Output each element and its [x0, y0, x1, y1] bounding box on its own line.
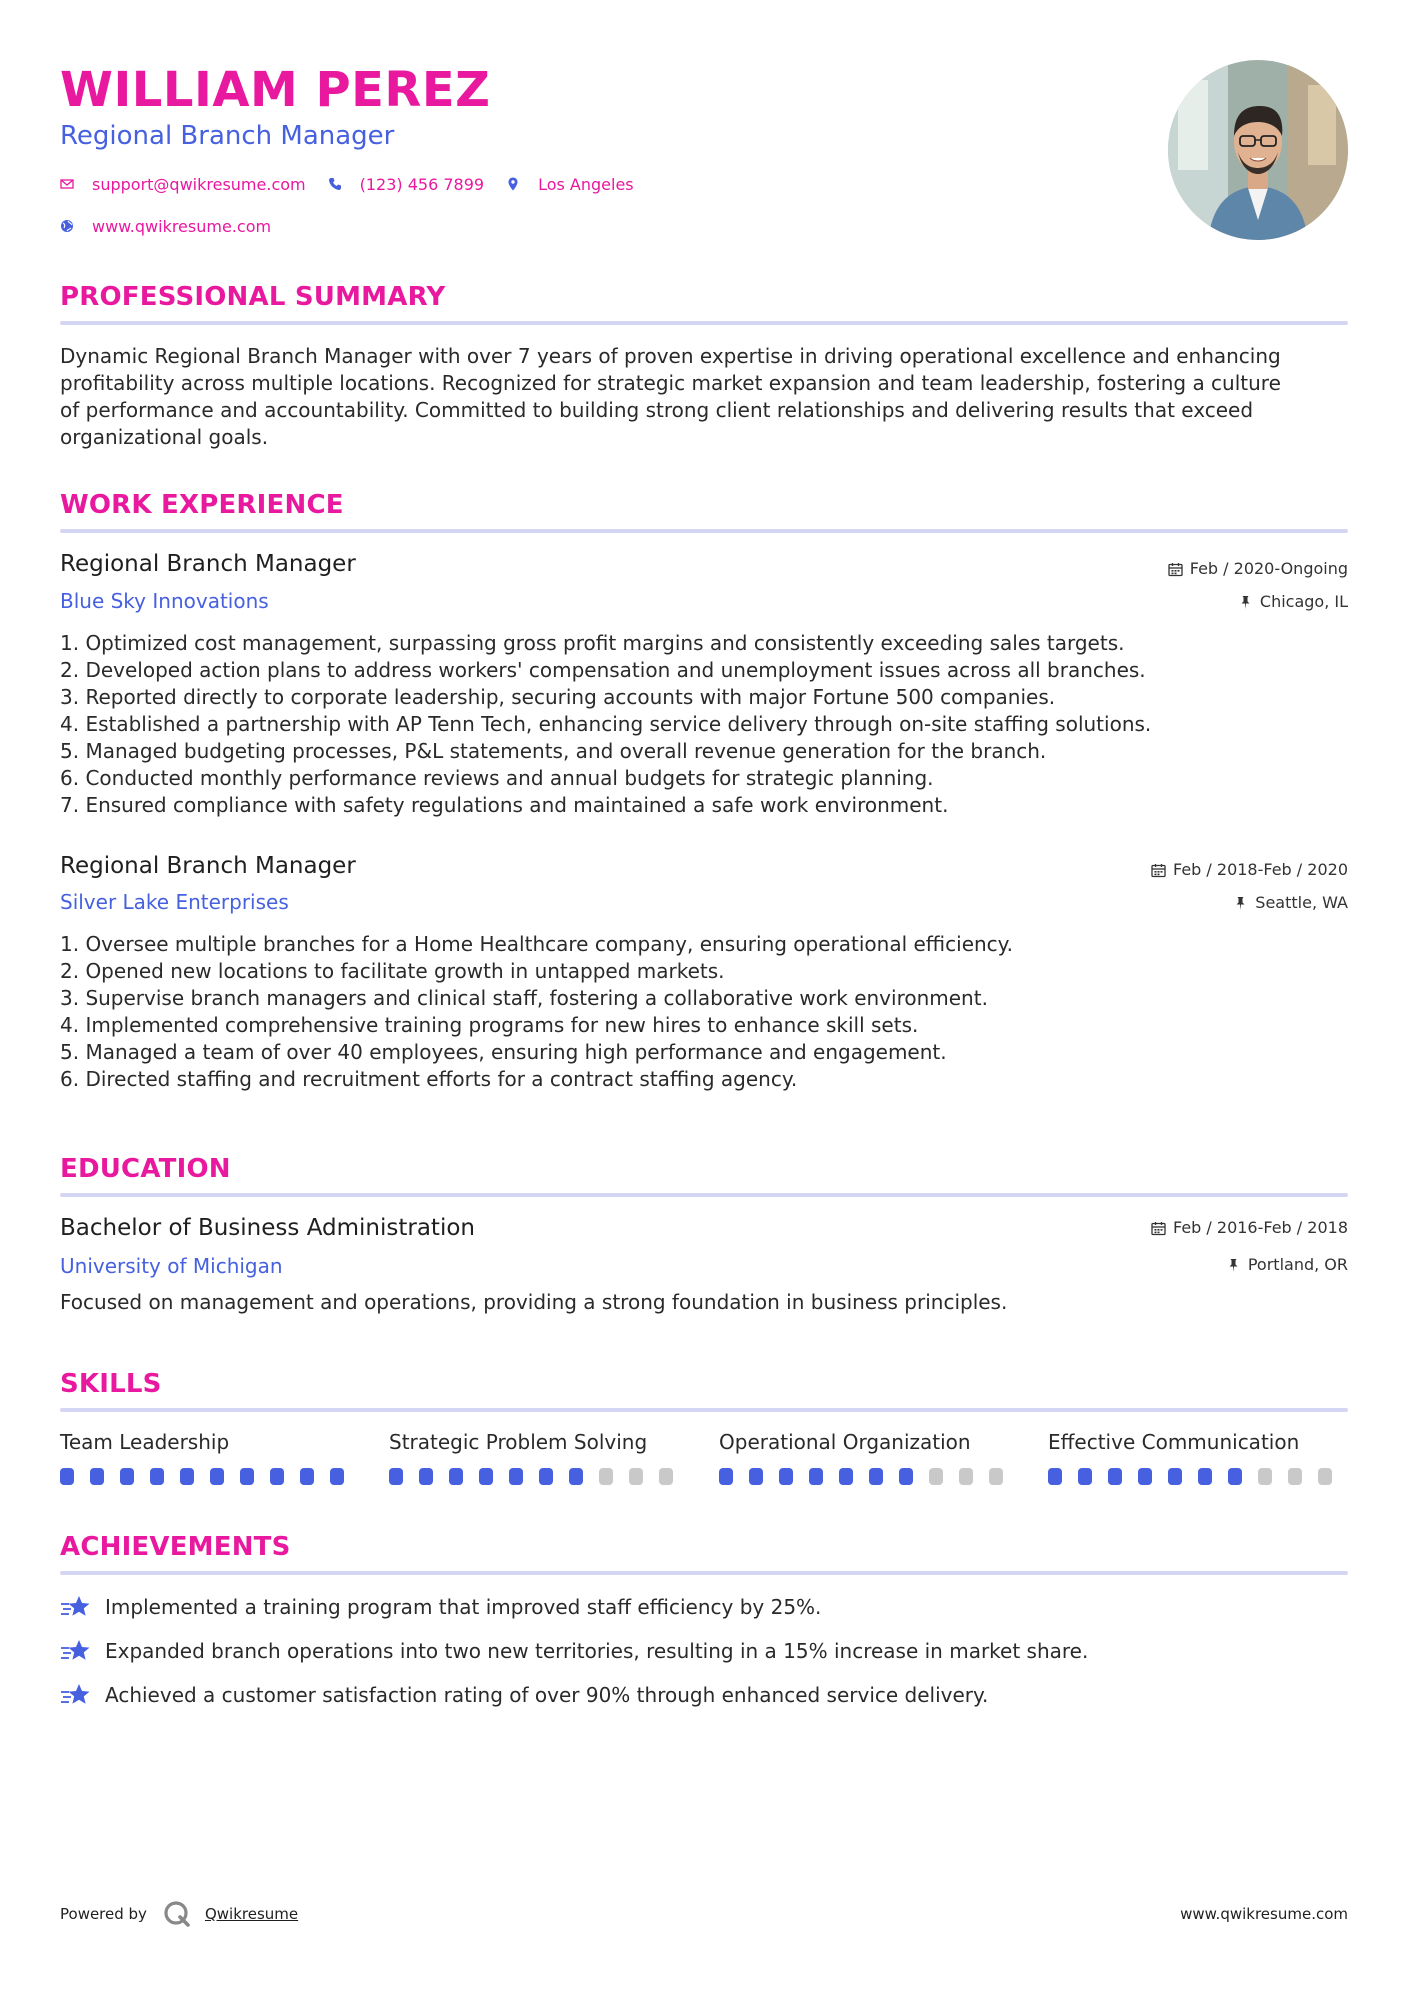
website-text: www.qwikresume.com: [92, 216, 272, 236]
section-title-education: EDUCATION: [60, 1154, 231, 1184]
job-location-text: Chicago, IL: [1259, 592, 1348, 611]
skill-dot-filled: [1048, 1468, 1062, 1485]
skill-item: [60, 1428, 360, 1485]
job-title: Regional Branch Manager: [60, 853, 356, 879]
education-dates: [1151, 1217, 1348, 1239]
section-divider: [60, 1571, 1348, 1575]
skill-dot-filled: [389, 1468, 403, 1485]
candidate-name: WILLIAM PEREZ: [60, 62, 491, 118]
summary-line: of performance and accountability. Committed to building strong client relationships and delivering results that exceed: [60, 398, 1254, 422]
skill-dot-empty: [1288, 1468, 1302, 1485]
summary-line: organizational goals.: [60, 425, 269, 449]
contact-email[interactable]: [60, 175, 306, 194]
job-company: Silver Lake Enterprises: [60, 890, 289, 914]
section-title-skills: SKILLS: [60, 1369, 162, 1399]
job-dates-text: Feb / 2018-Feb / 2020: [1173, 860, 1348, 879]
list-item: 3. Reported directly to corporate leadership, securing accounts with major Fortune 500 companies.: [60, 685, 1056, 709]
powered-by-label: Powered by: [60, 1905, 147, 1923]
location-text: Los Angeles: [538, 174, 634, 194]
education-location: [1226, 1254, 1348, 1276]
star-icon: [60, 1681, 92, 1709]
calendar-icon: [1168, 562, 1190, 577]
profile-photo: [1168, 60, 1348, 240]
skill-item: [389, 1428, 689, 1485]
skill-dot-empty: [929, 1468, 943, 1485]
skill-name: Team Leadership: [60, 1430, 230, 1454]
skill-rating: [1048, 1468, 1348, 1485]
job-location: [1238, 591, 1348, 613]
section-divider: [60, 1193, 1348, 1197]
phone-text: (123) 456 7899: [359, 174, 485, 194]
job-company: Blue Sky Innovations: [60, 589, 269, 613]
achievement-item: [60, 1637, 1088, 1665]
list-item: 1. Optimized cost management, surpassing gross profit margins and consistently exceeding sales targets.: [60, 631, 1125, 655]
skill-dot-filled: [120, 1468, 134, 1485]
skill-dot-filled: [150, 1468, 164, 1485]
skill-dot-filled: [869, 1468, 883, 1485]
degree-title: Bachelor of Business Administration: [60, 1215, 475, 1241]
contact-website[interactable]: [60, 217, 271, 236]
skill-rating: [389, 1468, 689, 1485]
section-divider: [60, 1408, 1348, 1412]
skill-item: [1048, 1428, 1348, 1485]
skill-dot-filled: [330, 1468, 344, 1485]
qwikresume-logo-icon: [163, 1900, 191, 1928]
star-icon: [60, 1637, 92, 1665]
calendar-icon: [1151, 1221, 1173, 1236]
calendar-icon: [1151, 863, 1173, 878]
contact-info: [60, 172, 656, 256]
qwikresume-link[interactable]: Qwikresume: [204, 1905, 299, 1923]
skill-dot-filled: [539, 1468, 553, 1485]
list-item: 7. Ensured compliance with safety regulations and maintained a safe work environment.: [60, 793, 949, 817]
skill-name: Operational Organization: [719, 1430, 971, 1454]
job-dates: [1151, 859, 1348, 881]
skill-dot-filled: [270, 1468, 284, 1485]
list-item: 2. Developed action plans to address workers' compensation and unemployment issues across all branches.: [60, 658, 1146, 682]
section-divider: [60, 321, 1348, 325]
contact-location: [506, 175, 634, 194]
skill-dot-filled: [1168, 1468, 1182, 1485]
skill-dot-filled: [90, 1468, 104, 1485]
skill-dot-filled: [449, 1468, 463, 1485]
skill-dot-filled: [300, 1468, 314, 1485]
footer-powered-by: [60, 1900, 298, 1928]
skill-dot-filled: [1138, 1468, 1152, 1485]
pushpin-icon: [1238, 595, 1260, 610]
job-location-text: Seattle, WA: [1255, 893, 1348, 912]
skill-dot-empty: [1258, 1468, 1272, 1485]
contact-phone[interactable]: [328, 175, 484, 194]
footer-website-link[interactable]: www.qwikresume.com: [1180, 1905, 1348, 1923]
section-title-achievements: ACHIEVEMENTS: [60, 1532, 291, 1562]
skill-dot-filled: [1078, 1468, 1092, 1485]
map-pin-icon: [506, 177, 520, 191]
skill-dot-empty: [629, 1468, 643, 1485]
list-item: 3. Supervise branch managers and clinical staff, fostering a collaborative work environment.: [60, 986, 988, 1010]
pushpin-icon: [1226, 1258, 1248, 1273]
globe-icon: [60, 219, 74, 233]
skill-dot-filled: [509, 1468, 523, 1485]
skill-item: [719, 1428, 1019, 1485]
list-item: 6. Conducted monthly performance reviews and annual budgets for strategic planning.: [60, 766, 934, 790]
summary-line: Dynamic Regional Branch Manager with over 7 years of proven expertise in driving operational excellence and enhancing: [60, 344, 1281, 368]
skill-dot-filled: [899, 1468, 913, 1485]
list-item: 5. Managed budgeting processes, P&L statements, and overall revenue generation for the branch.: [60, 739, 1047, 763]
list-item: 4. Implemented comprehensive training programs for new hires to enhance skill sets.: [60, 1013, 919, 1037]
skill-dot-filled: [719, 1468, 733, 1485]
skill-name: Effective Communication: [1048, 1430, 1300, 1454]
summary-text: [60, 343, 1350, 451]
skill-dot-empty: [959, 1468, 973, 1485]
achievement-text: Expanded branch operations into two new territories, resulting in a 15% increase in market share.: [105, 1638, 1089, 1663]
skill-rating: [60, 1468, 360, 1485]
skill-dot-filled: [419, 1468, 433, 1485]
section-title-experience: WORK EXPERIENCE: [60, 490, 344, 520]
skill-dot-filled: [779, 1468, 793, 1485]
skill-dot-filled: [569, 1468, 583, 1485]
skill-dot-filled: [180, 1468, 194, 1485]
skill-dot-filled: [749, 1468, 763, 1485]
school-name: University of Michigan: [60, 1254, 283, 1278]
skill-dot-empty: [599, 1468, 613, 1485]
job-dates-text: Feb / 2020-Ongoing: [1189, 559, 1348, 578]
job-location: [1233, 892, 1348, 914]
skill-dot-empty: [989, 1468, 1003, 1485]
candidate-role: Regional Branch Manager: [60, 121, 395, 151]
section-divider: [60, 529, 1348, 533]
skill-dot-empty: [1318, 1468, 1332, 1485]
phone-icon: [328, 177, 342, 191]
education-description: Focused on management and operations, providing a strong foundation in business principles.: [60, 1290, 1008, 1314]
list-item: 1. Oversee multiple branches for a Home Healthcare company, ensuring operational efficiency.: [60, 932, 1014, 956]
envelope-icon: [60, 177, 74, 191]
skill-dot-filled: [1198, 1468, 1212, 1485]
skill-dot-filled: [60, 1468, 74, 1485]
achievement-text: Achieved a customer satisfaction rating of over 90% through enhanced service delivery.: [105, 1682, 989, 1707]
education-dates-text: Feb / 2016-Feb / 2018: [1173, 1218, 1348, 1237]
skill-dot-filled: [210, 1468, 224, 1485]
skill-dot-filled: [479, 1468, 493, 1485]
skill-dot-filled: [839, 1468, 853, 1485]
skill-dot-filled: [1108, 1468, 1122, 1485]
list-item: 5. Managed a team of over 40 employees, ensuring high performance and engagement.: [60, 1040, 947, 1064]
job-dates: [1168, 558, 1348, 580]
skill-name: Strategic Problem Solving: [389, 1430, 648, 1454]
skill-dot-filled: [1228, 1468, 1242, 1485]
achievement-item: [60, 1593, 821, 1621]
skill-dot-filled: [240, 1468, 254, 1485]
skill-dot-empty: [659, 1468, 673, 1485]
list-item: 6. Directed staffing and recruitment efforts for a contract staffing agency.: [60, 1067, 798, 1091]
skill-rating: [719, 1468, 1019, 1485]
list-item: 2. Opened new locations to facilitate growth in untapped markets.: [60, 959, 725, 983]
skill-dot-filled: [809, 1468, 823, 1485]
education-location-text: Portland, OR: [1247, 1255, 1348, 1274]
list-item: 4. Established a partnership with AP Tenn Tech, enhancing service delivery through on-site staffing solutions.: [60, 712, 1152, 736]
section-title-summary: PROFESSIONAL SUMMARY: [60, 282, 446, 312]
summary-line: profitability across multiple locations. Recognized for strategic market expansion and team leadership, fostering a culture: [60, 371, 1281, 395]
achievement-text: Implemented a training program that improved staff efficiency by 25%.: [105, 1594, 822, 1619]
star-icon: [60, 1593, 92, 1621]
job-title: Regional Branch Manager: [60, 551, 356, 577]
job-responsibilities: [60, 630, 1350, 819]
pushpin-icon: [1233, 896, 1255, 911]
email-text: support@qwikresume.com: [92, 174, 306, 194]
achievement-item: [60, 1681, 988, 1709]
job-responsibilities: [60, 931, 1350, 1093]
